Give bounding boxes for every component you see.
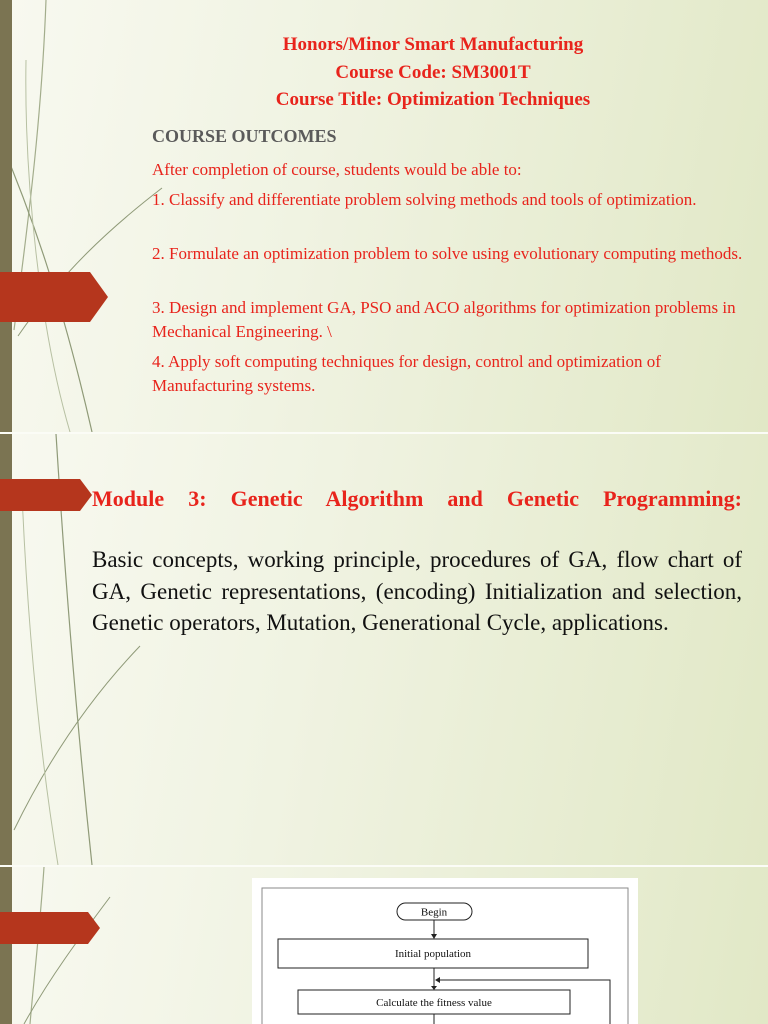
red-arrow-tab [0,272,110,322]
decorative-curve [14,646,140,830]
outcomes-intro: After completion of course, students would be able to: [152,160,522,179]
slide-course-outcomes [0,0,768,432]
course-outcomes-heading: COURSE OUTCOMES [152,126,337,146]
decorative-curve [22,494,58,865]
outcome-item: 2. Formulate an optimization problem to solve using evolutionary computing methods. [152,244,743,263]
outcome-item: 3. Design and implement GA, PSO and ACO algorithms for optimization problems in Mechanical Engineering. \ [152,298,736,341]
ga-flowchart [252,878,638,1024]
left-accent-bar [0,0,12,432]
title-line-course-title: Course Title: Optimization Techniques [275,89,591,110]
title-line-course-code: Course Code: SM3001T [335,61,531,83]
decorative-curve [26,60,70,432]
red-arrow-tab [0,479,94,511]
slide-module-3 [0,434,768,865]
outcome-item: 4. Apply soft computing techniques for design, control and optimization of Manufacturing systems. [152,352,661,395]
slide-ga-flowchart [0,867,768,1024]
fitness-label: Calculate the fitness value [376,997,492,1009]
initial-population-label: Initial population [394,948,472,960]
red-arrow-tab [0,912,102,944]
course-title-block [152,31,714,114]
begin-label: Begin [420,906,448,919]
outcome-item: 1. Classify and differentiate problem solving methods and tools of optimization. [152,190,697,209]
left-accent-bar [0,867,12,1024]
decorative-curve [30,867,44,1024]
module-description: Basic concepts, working principle, procedures of GA, flow chart of GA, Genetic representations, (encoding) Initialization and selection, Genetic operators, Mutation, Generational Cycle, applications. [92,547,742,635]
module-heading: Module 3: Genetic Algorithm and Genetic Programming: [92,486,742,511]
title-line-program: Honors/Minor Smart Manufacturing [282,34,584,55]
